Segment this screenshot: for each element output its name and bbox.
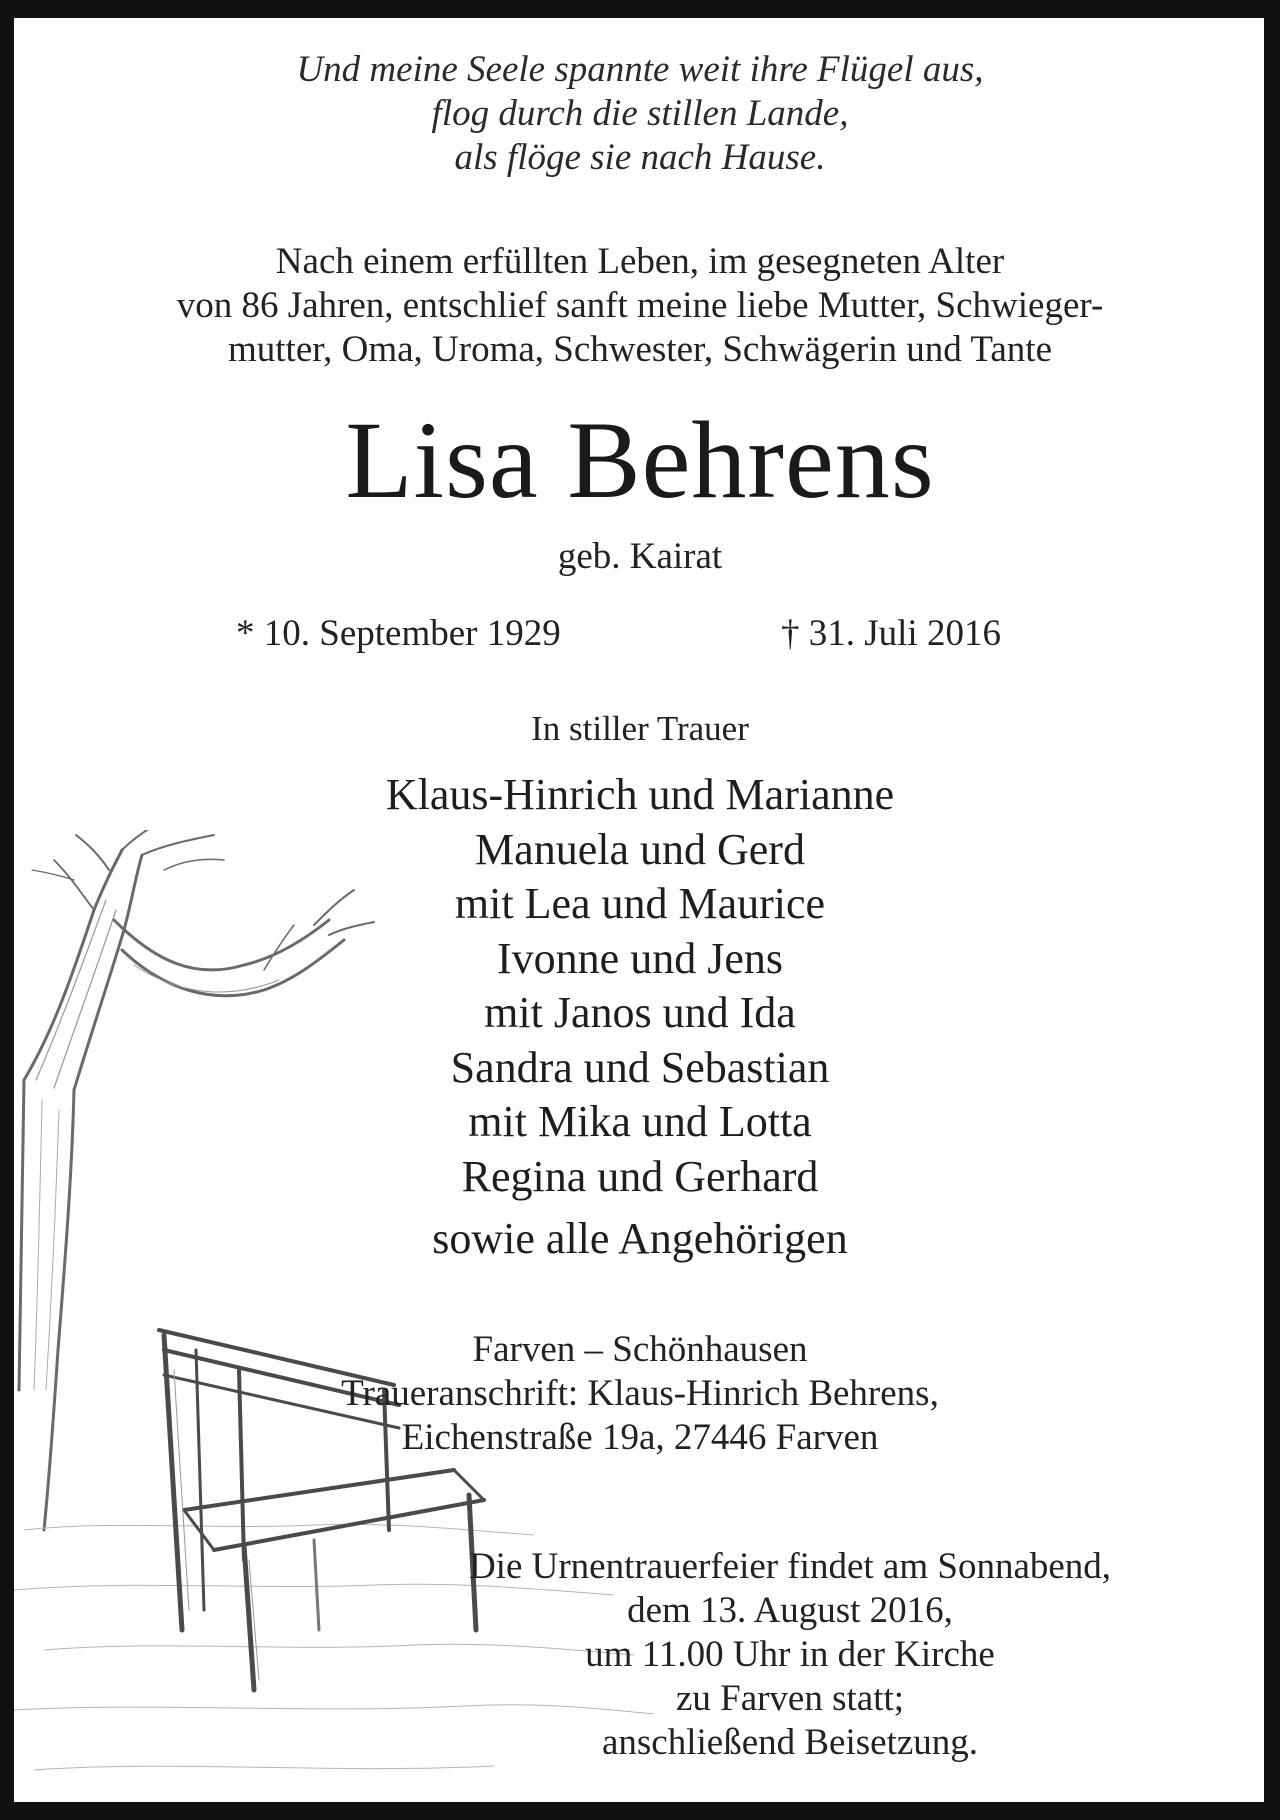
mourning-heading: In stiller Trauer: [531, 709, 749, 748]
family-line: Ivonne und Jens: [497, 933, 783, 983]
death-date: † 31. Juli 2016: [781, 613, 1001, 654]
family-line: mit Mika und Lotta: [468, 1097, 812, 1146]
family-list: [0, 768, 1280, 1267]
family-line: Regina und Gerhard: [461, 1151, 819, 1201]
intro-line: Nach einem erfüllten Leben, im gesegneten Alter: [275, 241, 1005, 282]
maiden-name: geb. Kairat: [557, 536, 723, 577]
intro-line: von 86 Jahren, entschlief sanft meine liebe Mutter, Schwieger-: [176, 285, 1104, 326]
address-line: Traueranschrift: Klaus-Hinrich Behrens,: [341, 1373, 939, 1414]
service-line: zu Farven statt;: [675, 1678, 905, 1719]
family-line: Klaus-Hinrich und Marianne: [385, 770, 895, 819]
family-line: Manuela und Gerd: [475, 824, 805, 874]
mourning-address: [0, 1328, 1280, 1460]
service-info: [375, 1545, 1205, 1765]
motto-verse: [0, 48, 1280, 180]
address-line: Eichenstraße 19a, 27446 Farven: [401, 1417, 879, 1458]
intro-text: [0, 240, 1280, 372]
intro-line: mutter, Oma, Uroma, Schwester, Schwägerin und Tante: [228, 329, 1052, 370]
motto-line: flog durch die stillen Lande,: [431, 93, 849, 134]
address-line: Farven – Schönhausen: [472, 1329, 808, 1370]
service-line: um 11.00 Uhr in der Kirche: [585, 1634, 995, 1675]
motto-line: als flöge sie nach Hause.: [454, 137, 826, 178]
family-line: Sandra und Sebastian: [450, 1042, 830, 1092]
motto-line: Und meine Seele spannte weit ihre Flügel aus,: [296, 49, 984, 90]
family-line: mit Janos und Ida: [484, 988, 796, 1037]
birth-date: * 10. September 1929: [236, 613, 561, 654]
service-line: Die Urnentrauerfeier findet am Sonnabend,: [468, 1546, 1112, 1587]
service-line: dem 13. August 2016,: [627, 1590, 953, 1631]
deceased-name: Lisa Behrens: [345, 399, 935, 521]
service-line: anschließend Beisetzung.: [601, 1722, 979, 1763]
family-line: mit Lea und Maurice: [454, 879, 826, 928]
family-line: sowie alle Angehörigen: [432, 1214, 848, 1263]
life-dates: [0, 612, 1280, 656]
